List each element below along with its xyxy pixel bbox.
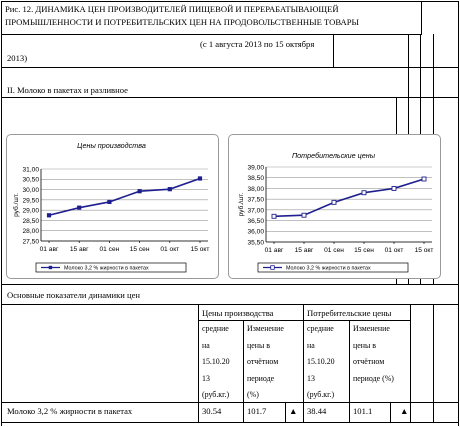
- y-tick-label: 29,00: [22, 207, 39, 215]
- row-cons-arrow: ▲: [400, 406, 409, 416]
- figure-title-line1: Рис. 12. ДИНАМИКА ЦЕН ПРОИЗВОДИТЕЛЕЙ ПИЩЕВОЙ И ПЕРЕРАБАТЫВАЮЩЕЙ: [5, 4, 339, 14]
- sub-header-line: Изменение: [247, 324, 284, 333]
- sub-header-line: средние: [307, 324, 334, 333]
- x-tick-label: 15 окт: [190, 246, 210, 253]
- y-tick-label: 36,50: [247, 217, 264, 225]
- header-rule-2: [1, 67, 459, 68]
- frame-right: [458, 1, 459, 426]
- data-point: [198, 177, 202, 181]
- table-vline-right2: [433, 304, 434, 422]
- sub-header-line: (%): [247, 390, 259, 399]
- table-vline-arrow1: [285, 402, 286, 422]
- legend-label: Молоко 3,2 % жирности в пакетах: [64, 265, 149, 272]
- series-line: [274, 179, 424, 216]
- y-tick-label: 37,50: [247, 196, 264, 204]
- table-bottom-rule: [1, 422, 459, 423]
- sub-header-line: отчётном: [247, 357, 279, 366]
- table-vline-right1: [410, 304, 411, 422]
- x-tick-label: 15 авг: [294, 247, 314, 254]
- sub-header-line: (руб.кг.): [307, 390, 335, 399]
- y-tick-label: 35,50: [247, 239, 264, 247]
- sub-header-line: 13: [307, 373, 315, 383]
- y-tick-label: 30,50: [22, 176, 39, 184]
- data-point: [168, 187, 172, 191]
- chart-producer-plot: [6, 134, 217, 277]
- data-point: [302, 213, 306, 217]
- legend-label: Молоко 3,2 % жирности в пакетах: [286, 265, 371, 272]
- title-bottom-rule: [1, 34, 422, 35]
- sub-header-line: отчётном: [353, 357, 385, 366]
- title-right-rule: [421, 1, 422, 35]
- x-tick-label: 15 авг: [69, 246, 89, 253]
- sub-header-line: 15.10.20: [202, 357, 230, 366]
- row-prod-arrow: ▲: [289, 406, 298, 416]
- header-vline-b: [408, 34, 409, 98]
- x-tick-label: 01 окт: [160, 246, 180, 253]
- row-prod-change: 101.7: [247, 406, 267, 416]
- x-tick-label: 15 сен: [354, 247, 374, 254]
- data-point: [77, 206, 81, 210]
- y-axis-label: руб./шт.: [13, 193, 20, 217]
- period-line1: (с 1 августа 2013 по 15 октября: [200, 39, 315, 49]
- y-tick-label: 29,50: [22, 197, 39, 205]
- data-point: [392, 186, 396, 190]
- row-name: Молоко 3,2 % жирности в пакетах: [7, 406, 133, 416]
- data-point: [108, 200, 112, 204]
- row-prod-avg: 30.54: [202, 406, 222, 416]
- sub-header-line: 15.10.20: [307, 357, 335, 366]
- y-tick-label: 38,50: [247, 175, 264, 183]
- chart-producer-title: Цены производства: [77, 141, 146, 150]
- sub-header-line: цены в: [247, 340, 270, 350]
- table-vline-c1: [349, 320, 350, 422]
- table-vline-p1: [243, 320, 244, 422]
- x-tick-label: 01 сен: [99, 246, 120, 253]
- data-row-top-rule: [1, 402, 459, 403]
- section-rule: [1, 97, 459, 98]
- x-tick-label: 01 сен: [324, 247, 344, 254]
- y-tick-label: 28,00: [22, 228, 39, 236]
- section-title: II. Молоко в пакетах и разливное: [7, 85, 128, 95]
- y-axis-label: руб./шт.: [238, 192, 245, 217]
- sub-header-line: на: [202, 340, 210, 350]
- frame-left: [1, 1, 2, 426]
- group-producer-header: Цены производства: [202, 308, 274, 318]
- table-vline-name: [198, 304, 199, 422]
- y-tick-label: 36,00: [247, 228, 264, 236]
- table-vline-arrow2: [390, 402, 391, 422]
- table-top-rule: [1, 284, 459, 285]
- x-tick-label: 01 окт: [384, 247, 404, 254]
- caption-rule: [1, 304, 459, 305]
- data-point: [362, 191, 366, 195]
- chart-consumer-title: Потребительские цены: [291, 151, 376, 160]
- data-point: [47, 213, 51, 217]
- legend-marker: [271, 266, 275, 270]
- y-tick-label: 30,00: [22, 186, 39, 194]
- y-tick-label: 31,00: [22, 166, 39, 174]
- y-tick-label: 27,50: [22, 238, 39, 246]
- table-caption: Основные показатели динамики цен: [7, 290, 141, 300]
- header-vline-d: [433, 34, 434, 98]
- sub-header-line: Изменение: [353, 324, 390, 333]
- sub-header-line: цены в: [353, 340, 376, 350]
- sub-header-line: (руб.кг.): [202, 390, 230, 399]
- table-vline-p2: [303, 304, 304, 422]
- data-point: [138, 189, 142, 193]
- group-consumer-header: Потребительские цены: [307, 308, 392, 318]
- header-vline-a: [333, 34, 334, 68]
- series-line: [49, 178, 200, 215]
- sub-header-line: периоде: [247, 373, 275, 383]
- data-point: [422, 177, 426, 181]
- row-cons-avg: 38.44: [307, 406, 327, 416]
- figure-title-line2: ПРОМЫШЛЕННОСТИ И ПОТРЕБИТЕЛЬСКИХ ЦЕН НА ПРОДОВОЛЬСТВЕННЫЕ ТОВАРЫ: [5, 17, 360, 27]
- y-tick-label: 28,50: [22, 217, 39, 225]
- x-tick-label: 15 окт: [414, 247, 434, 254]
- x-tick-label: 15 сен: [129, 246, 150, 253]
- x-tick-label: 01 авг: [39, 246, 59, 253]
- data-point: [272, 214, 276, 218]
- sub-header-line: на: [307, 340, 315, 350]
- sub-header-line: средние: [202, 324, 229, 333]
- y-tick-label: 38,00: [247, 185, 264, 193]
- frame-top: [1, 1, 459, 2]
- period-line2: 2013): [7, 53, 28, 63]
- row-cons-change: 101.1: [353, 406, 373, 416]
- sub-header-line: 13: [202, 373, 210, 383]
- x-tick-label: 01 авг: [264, 247, 284, 254]
- header-vline-c: [420, 34, 421, 98]
- data-point: [332, 200, 336, 204]
- y-tick-label: 37,00: [247, 207, 264, 215]
- legend-marker: [49, 266, 52, 269]
- chart-consumer-plot: [228, 134, 439, 277]
- y-tick-label: 39,00: [247, 164, 264, 172]
- sub-header-line: периоде (%): [353, 373, 394, 383]
